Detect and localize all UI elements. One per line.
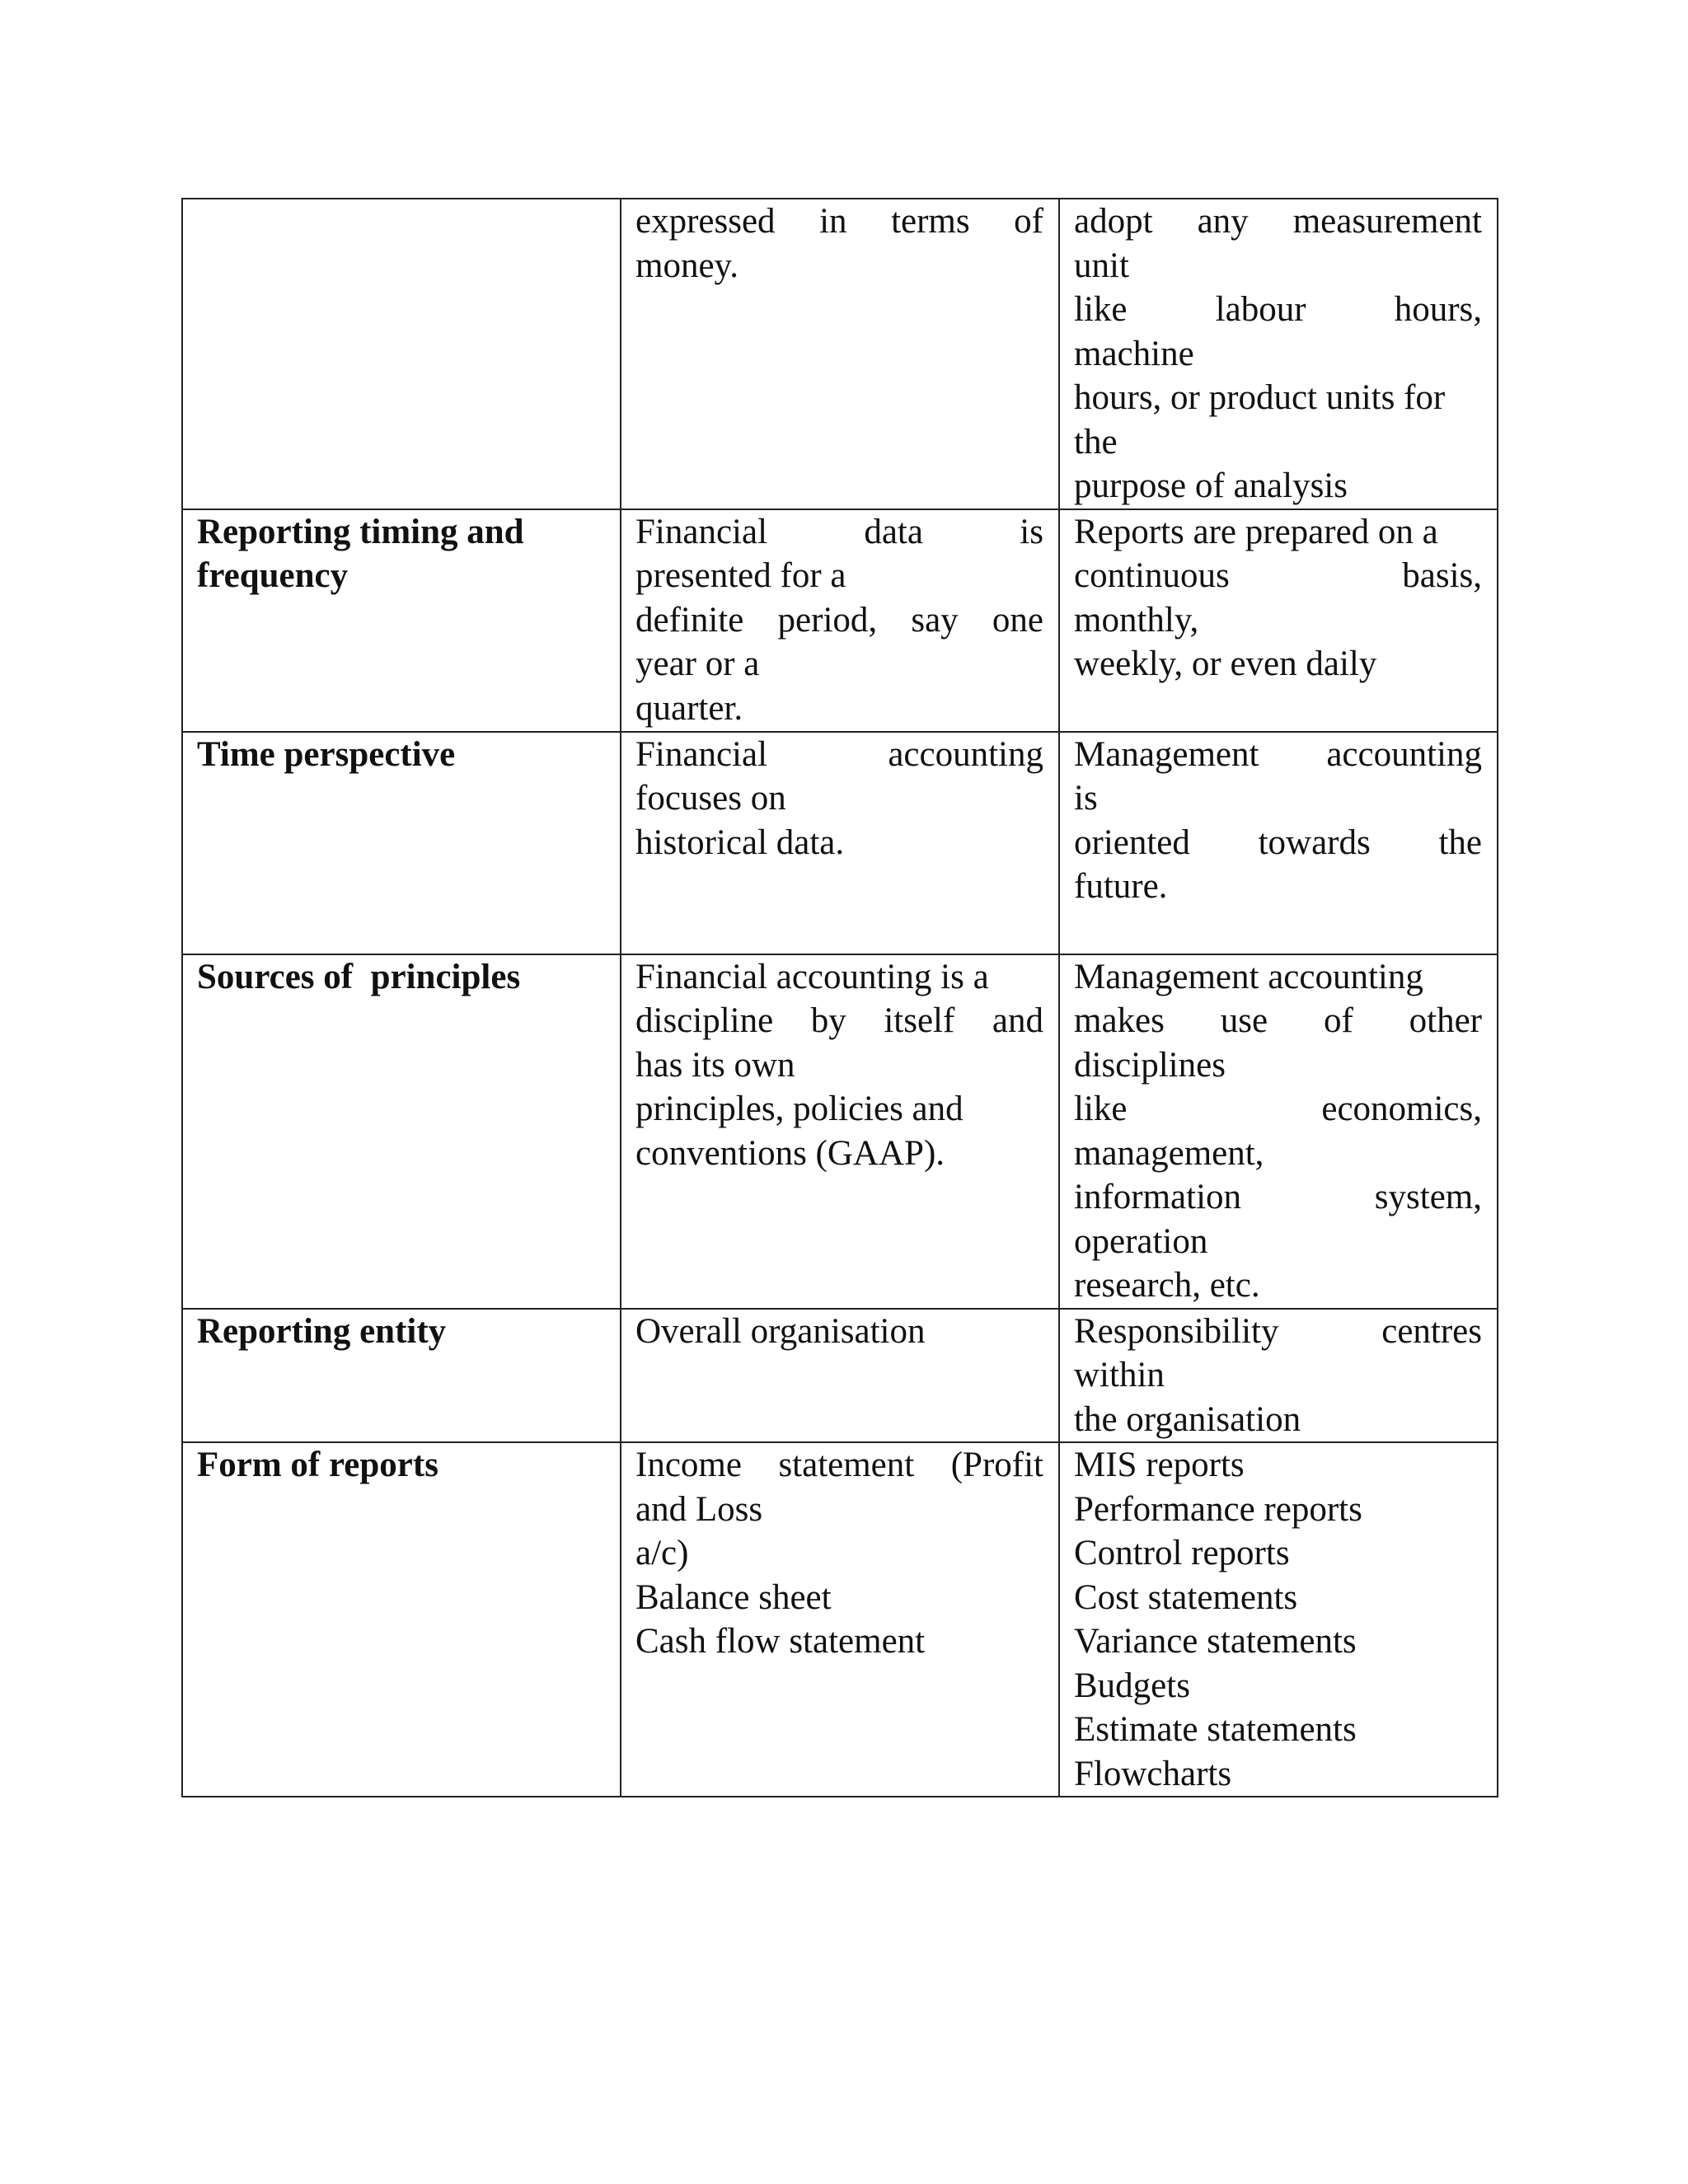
comparison-table xyxy=(181,198,1498,1797)
table-row xyxy=(182,732,1498,954)
cell-line: quarter. xyxy=(635,688,743,728)
word: statement xyxy=(778,1446,915,1484)
word: terms xyxy=(891,202,970,241)
cell-line: Flowcharts xyxy=(1074,1754,1232,1793)
cell-line: Management accounting xyxy=(1074,957,1423,996)
management-cell xyxy=(1059,1442,1498,1797)
cell-line xyxy=(635,510,1043,555)
word: accounting xyxy=(1326,734,1482,774)
cell-line: Balance sheet xyxy=(635,1577,832,1617)
cell-line: is xyxy=(1074,779,1098,818)
cell-line xyxy=(1074,199,1482,244)
word: oriented xyxy=(1074,823,1190,862)
row-label: Sources of principles xyxy=(197,957,521,996)
row-label: Form of reports xyxy=(197,1446,438,1484)
financial-cell xyxy=(621,199,1059,509)
table-row xyxy=(182,1309,1498,1443)
word: information xyxy=(1074,1178,1242,1216)
cell-line xyxy=(635,598,1043,643)
word: towards xyxy=(1258,823,1371,862)
financial-cell xyxy=(621,509,1059,732)
word: labour xyxy=(1215,290,1306,329)
word: of xyxy=(1323,1001,1353,1040)
cell-line: the xyxy=(1074,422,1118,462)
cell-line: management, xyxy=(1074,1133,1264,1173)
row-label: Reporting timing and xyxy=(197,512,524,551)
cell-line: weekly, or even daily xyxy=(1074,644,1377,683)
word: expressed xyxy=(635,202,776,241)
cell-line: purpose of analysis xyxy=(1074,466,1348,505)
row-label-cell xyxy=(182,1442,621,1797)
cell-line: focuses on xyxy=(635,779,786,818)
cell-line xyxy=(635,999,1043,1043)
cell-line: research, etc. xyxy=(1074,1266,1260,1305)
word: say xyxy=(911,600,959,640)
cell-line: within xyxy=(1074,1356,1165,1394)
word: period, xyxy=(777,600,878,640)
word: discipline xyxy=(635,1001,774,1040)
cell-line: unit xyxy=(1074,246,1129,285)
cell-line: money. xyxy=(635,246,738,285)
word: Financial xyxy=(635,734,768,774)
word: use xyxy=(1220,1001,1268,1040)
management-cell xyxy=(1059,199,1498,509)
cell-line: Reports are prepared on a xyxy=(1074,512,1438,551)
cell-line: the organisation xyxy=(1074,1399,1301,1439)
word: in xyxy=(819,202,847,241)
cell-line: future. xyxy=(1074,867,1168,906)
cell-line: hours, or product units for xyxy=(1074,378,1446,417)
word: measurement xyxy=(1292,202,1482,241)
word: adopt xyxy=(1074,202,1153,241)
cell-line xyxy=(1074,554,1482,598)
cell-line xyxy=(635,1443,1043,1488)
word: centres xyxy=(1381,1311,1482,1351)
cell-line: and Loss xyxy=(635,1489,763,1529)
cell-line: principles, policies and xyxy=(635,1090,964,1128)
table-row xyxy=(182,1442,1498,1797)
word: by xyxy=(810,1001,846,1040)
word: itself xyxy=(884,1001,955,1040)
word: Responsibility xyxy=(1074,1311,1279,1351)
cell-line xyxy=(635,733,1043,777)
cell-line xyxy=(635,199,1043,244)
row-label: Reporting entity xyxy=(197,1311,447,1351)
cell-line: Overall organisation xyxy=(635,1311,926,1351)
word: like xyxy=(1074,1090,1128,1128)
word: basis, xyxy=(1402,556,1482,595)
cell-line: conventions (GAAP). xyxy=(635,1133,945,1173)
word: the xyxy=(1438,823,1482,862)
table-row xyxy=(182,199,1498,509)
cell-line xyxy=(1074,1175,1482,1220)
word: like xyxy=(1074,290,1128,329)
financial-cell xyxy=(621,732,1059,954)
table-row xyxy=(182,954,1498,1309)
financial-cell xyxy=(621,1309,1059,1443)
row-label-cell xyxy=(182,1309,621,1443)
word: definite xyxy=(635,600,744,640)
cell-line: Financial accounting is a xyxy=(635,957,989,996)
row-label: Time perspective xyxy=(197,734,456,774)
cell-line: machine xyxy=(1074,334,1194,373)
cell-line: Estimate statements xyxy=(1074,1710,1357,1749)
cell-line xyxy=(1074,999,1482,1043)
management-cell xyxy=(1059,954,1498,1309)
management-cell xyxy=(1059,732,1498,954)
cell-line: operation xyxy=(1074,1221,1208,1261)
word: and xyxy=(992,1001,1043,1040)
word: economics, xyxy=(1321,1090,1482,1128)
cell-line: MIS reports xyxy=(1074,1446,1245,1484)
cell-line xyxy=(1074,733,1482,777)
cell-line: Budgets xyxy=(1074,1666,1190,1705)
cell-line: Cash flow statement xyxy=(635,1622,926,1661)
cell-line: year or a xyxy=(635,644,760,683)
financial-cell xyxy=(621,1442,1059,1797)
word: continuous xyxy=(1074,556,1230,595)
management-cell xyxy=(1059,509,1498,732)
cell-line xyxy=(1074,1310,1482,1354)
cell-line xyxy=(1074,288,1482,332)
cell-line: disciplines xyxy=(1074,1045,1226,1085)
word: one xyxy=(992,600,1043,640)
cell-line: Performance reports xyxy=(1074,1489,1362,1529)
row-label-cell xyxy=(182,732,621,954)
cell-line xyxy=(1074,821,1482,865)
cell-line: a/c) xyxy=(635,1534,689,1572)
cell-line: has its own xyxy=(635,1045,795,1085)
word: is xyxy=(1020,512,1043,551)
row-label-cell xyxy=(182,199,621,509)
management-cell xyxy=(1059,1309,1498,1443)
row-label-cell xyxy=(182,954,621,1309)
word: Income xyxy=(635,1446,742,1484)
word: hours, xyxy=(1394,290,1482,329)
table-row xyxy=(182,509,1498,732)
financial-cell xyxy=(621,954,1059,1309)
cell-line xyxy=(1074,1087,1482,1132)
cell-line: monthly, xyxy=(1074,600,1199,640)
word: (Profit xyxy=(950,1446,1043,1484)
word: accounting xyxy=(888,734,1043,774)
word: makes xyxy=(1074,1001,1165,1040)
row-label: frequency xyxy=(197,556,349,595)
cell-line: Variance statements xyxy=(1074,1622,1357,1661)
cell-line: historical data. xyxy=(635,823,845,862)
word: system, xyxy=(1374,1178,1482,1216)
word: data xyxy=(864,512,923,551)
word: of xyxy=(1014,202,1043,241)
row-label-cell xyxy=(182,509,621,732)
cell-line: Cost statements xyxy=(1074,1577,1298,1617)
word: other xyxy=(1409,1001,1482,1040)
word: any xyxy=(1197,202,1249,241)
cell-line: presented for a xyxy=(635,556,846,595)
cell-line: Control reports xyxy=(1074,1534,1290,1572)
word: Financial xyxy=(635,512,768,551)
word: Management xyxy=(1074,734,1259,774)
